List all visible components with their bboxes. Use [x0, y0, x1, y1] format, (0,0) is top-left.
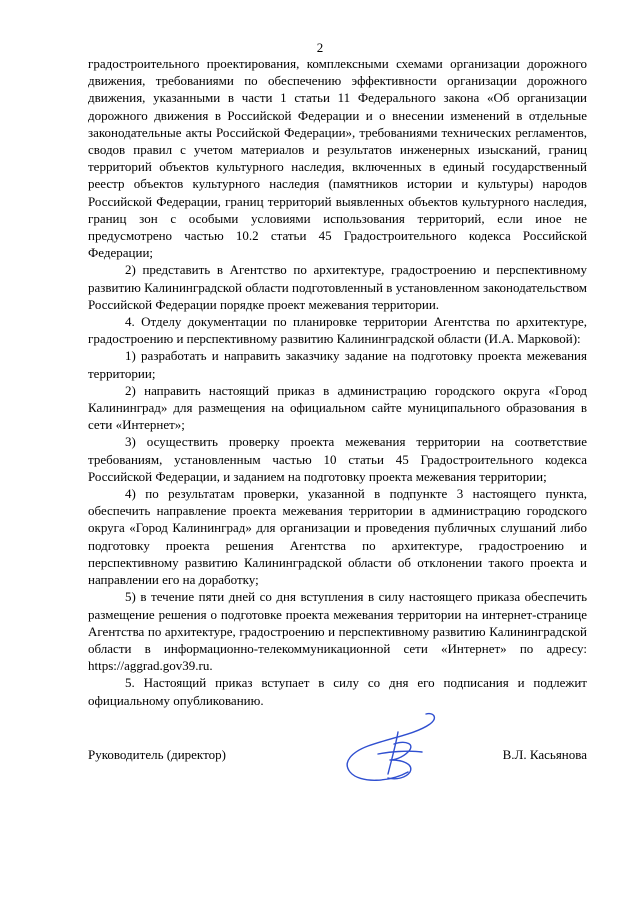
paragraph-section-4: 4. Отделу документации по планировке территории Агентства по архитектуре, градостроению и перспективному развитию Калининградской области (И.А. Марковой): [88, 314, 587, 347]
paragraph-item-1-task: 1) разработать и направить заказчику задание на подготовку проекта межевания территории; [88, 348, 587, 381]
paragraph-item-5-publish: 5) в течение пяти дней со дня вступления в силу настоящего приказа обеспечить размещение решения о подготовке проекта межевания территории на интернет-странице Агентства по архитектуре, градостроению и перспективному развитию Калининградской области в информационно-телекоммуникационной сети «Интернет» по адресу: https://aggrad.gov39.ru. [88, 589, 587, 674]
paragraph-section-5: 5. Настоящий приказ вступает в силу со дня его подписания и подлежит официальному опубликованию. [88, 675, 587, 708]
paragraph-item-2-submit: 2) представить в Агентство по архитектуре, градостроению и перспективному развитию Калининградской области подготовленный в установленном законодательством Российской Федерации порядке проект межевания территории. [88, 262, 587, 312]
page-number: 2 [316, 40, 324, 55]
paragraph-item-4-results: 4) по результатам проверки, указанной в подпункте 3 настоящего пункта, обеспечить направление проекта межевания территории в администрацию городского округа «Город Калининград» для организации и проведения публичных слушаний либо подготовку проекта решения Агентства по архитектуре, градостроению и перспективному развитию Калининградской области об отклонении такого проекта и направлении его на доработку; [88, 486, 587, 588]
handwritten-signature [338, 710, 448, 790]
paragraph-item-3-check: 3) осуществить проверку проекта межевания территории на соответствие требованиям, установленным частью 10 статьи 45 Градостроительного кодекса Российской Федерации, и заданием на подготовку проекта межевания территории; [88, 434, 587, 484]
signatory-position: Руководитель (директор) [88, 747, 226, 762]
paragraph-continuation: градостроительного проектирования, комплексными схемами организации дорожного движения, требованиями по обеспечению эффективности организации дорожного движения, указанными в части 1 статьи 11 Федерального закона «Об организации дорожного движения в Российской Федерации и о внесении изменений в отдельные законодательные акты Российской Федерации», требованиями технических регламентов, сводов правил с учетом материалов и результатов инженерных изысканий, границ территорий объектов культурного наследия, включенных в единый государственный реестр объектов культурного наследия (памятников истории и культуры) народов Российской Федерации, границ территорий выявленных объектов культурного наследия, границ зон с особыми условиями использования территорий, если иное не предусмотрено частью 10.2 статьи 45 Градостроительного кодекса Российской Федерации; [88, 56, 587, 261]
paragraph-item-2-send: 2) направить настоящий приказ в администрацию городского округа «Город Калининград» для размещения на официальном сайте муниципального образования в сети «Интернет»; [88, 382, 587, 433]
document-body [88, 55, 587, 709]
signatory-name: В.Л. Касьянова [502, 747, 587, 762]
